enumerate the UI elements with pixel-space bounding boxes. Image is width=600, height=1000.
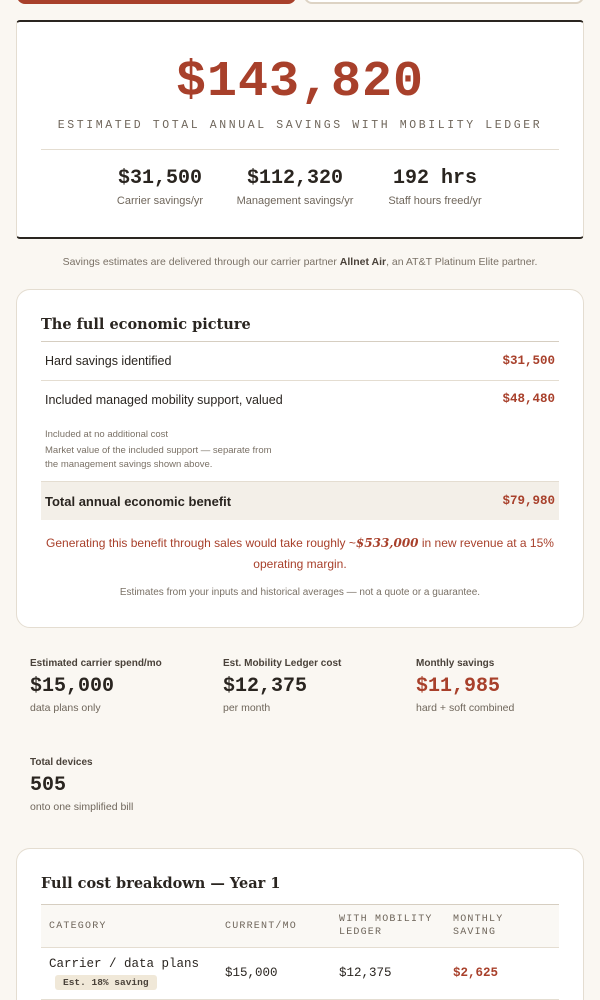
economic-table [41,341,559,520]
total-row [41,482,559,520]
economic-picture-card [16,289,584,628]
stat-label: Management savings/yr [236,195,354,207]
revenue-prefix: Generating this benefit through sales would take roughly ~ [46,536,356,550]
row-sublabel: Included at no additional cost [45,429,169,440]
column-header-category: CATEGORY [49,921,107,932]
estimate-disclaimer: Estimates from your inputs and historical averages — not a quote or a guarantee. [119,587,481,598]
hero-stats [17,167,583,217]
metric-label: Total devices [30,757,93,768]
carrier-savings-stat [85,167,235,207]
partner-name: Allnet Air [339,256,387,268]
metric-sub: per month [223,702,271,714]
row-value: $31,500 [502,354,555,368]
ledger-cost-metric [223,658,403,714]
metric-value: $15,000 [30,675,115,698]
stat-label: Carrier savings/yr [116,195,204,207]
primary-action-button[interactable] [17,0,296,4]
row-description: Market value of the included support — separate from the management savings shown above. [45,445,272,470]
table-row [41,948,559,1000]
table-row [41,342,559,381]
row-label: Hard savings identified [45,354,172,368]
header-line: SAVING [453,927,497,938]
revenue-amount: $533,000 [355,536,419,550]
saving-badge: Est. 18% saving [55,975,157,990]
metric-sub: data plans only [30,702,101,714]
stat-value: 192 hrs [392,167,477,190]
metric-sub: hard + soft combined [416,702,515,714]
with-ledger-cell: $12,375 [339,966,392,980]
metric-value: 505 [30,774,67,797]
cost-breakdown-card [16,848,584,1000]
metric-label: Estimated carrier spend/mo [30,658,162,669]
header-line: MONTHLY [453,914,504,925]
total-devices-metric [30,757,210,813]
table-row [41,381,559,482]
total-annual-savings: $143,820 [175,54,425,111]
metric-label: Monthly savings [416,658,495,669]
metric-value: $11,985 [416,675,501,698]
staff-hours-stat [360,167,510,207]
metric-value: $12,375 [223,675,308,698]
stat-value: $112,320 [246,167,343,190]
column-header-current: CURRENT/MO [225,921,298,932]
table-header [41,904,559,948]
category-cell: Carrier / data plans [49,957,200,971]
metric-sub: onto one simplified bill [30,801,134,813]
cost-breakdown-title: Full cost breakdown — Year 1 [41,875,281,892]
monthly-savings-metric [416,658,596,714]
economic-picture-title: The full economic picture [41,316,251,333]
revenue-equivalent [41,533,559,575]
carrier-spend-metric [30,658,210,714]
header-line: WITH MOBILITY [339,914,433,925]
secondary-action-button[interactable] [304,0,584,4]
current-cell: $15,000 [225,966,278,980]
saving-cell: $2,625 [453,966,499,980]
partner-note [0,256,600,268]
column-header-saving [453,913,503,939]
management-savings-stat [220,167,370,207]
savings-hero-card [16,20,584,239]
column-header-with-ledger [339,913,433,939]
row-label: Included managed mobility support, valued [45,393,283,407]
hero-divider [41,149,559,150]
metric-label: Est. Mobility Ledger cost [223,658,342,669]
header-line: LEDGER [339,927,383,938]
stat-value: $31,500 [117,167,202,190]
total-value: $79,980 [502,494,555,508]
total-label: Total annual economic benefit [45,494,232,509]
row-value: $48,480 [502,392,555,406]
partner-note-suffix: , an AT&T Platinum Elite partner. [386,256,538,268]
stat-label: Staff hours freed/yr [388,195,482,207]
total-annual-savings-caption: ESTIMATED TOTAL ANNUAL SAVINGS WITH MOBILITY LEDGER [57,119,543,132]
partner-note-prefix: Savings estimates are delivered through our carrier partner [62,256,340,268]
revenue-suffix: in new revenue at a 15% operating margin. [253,536,554,571]
